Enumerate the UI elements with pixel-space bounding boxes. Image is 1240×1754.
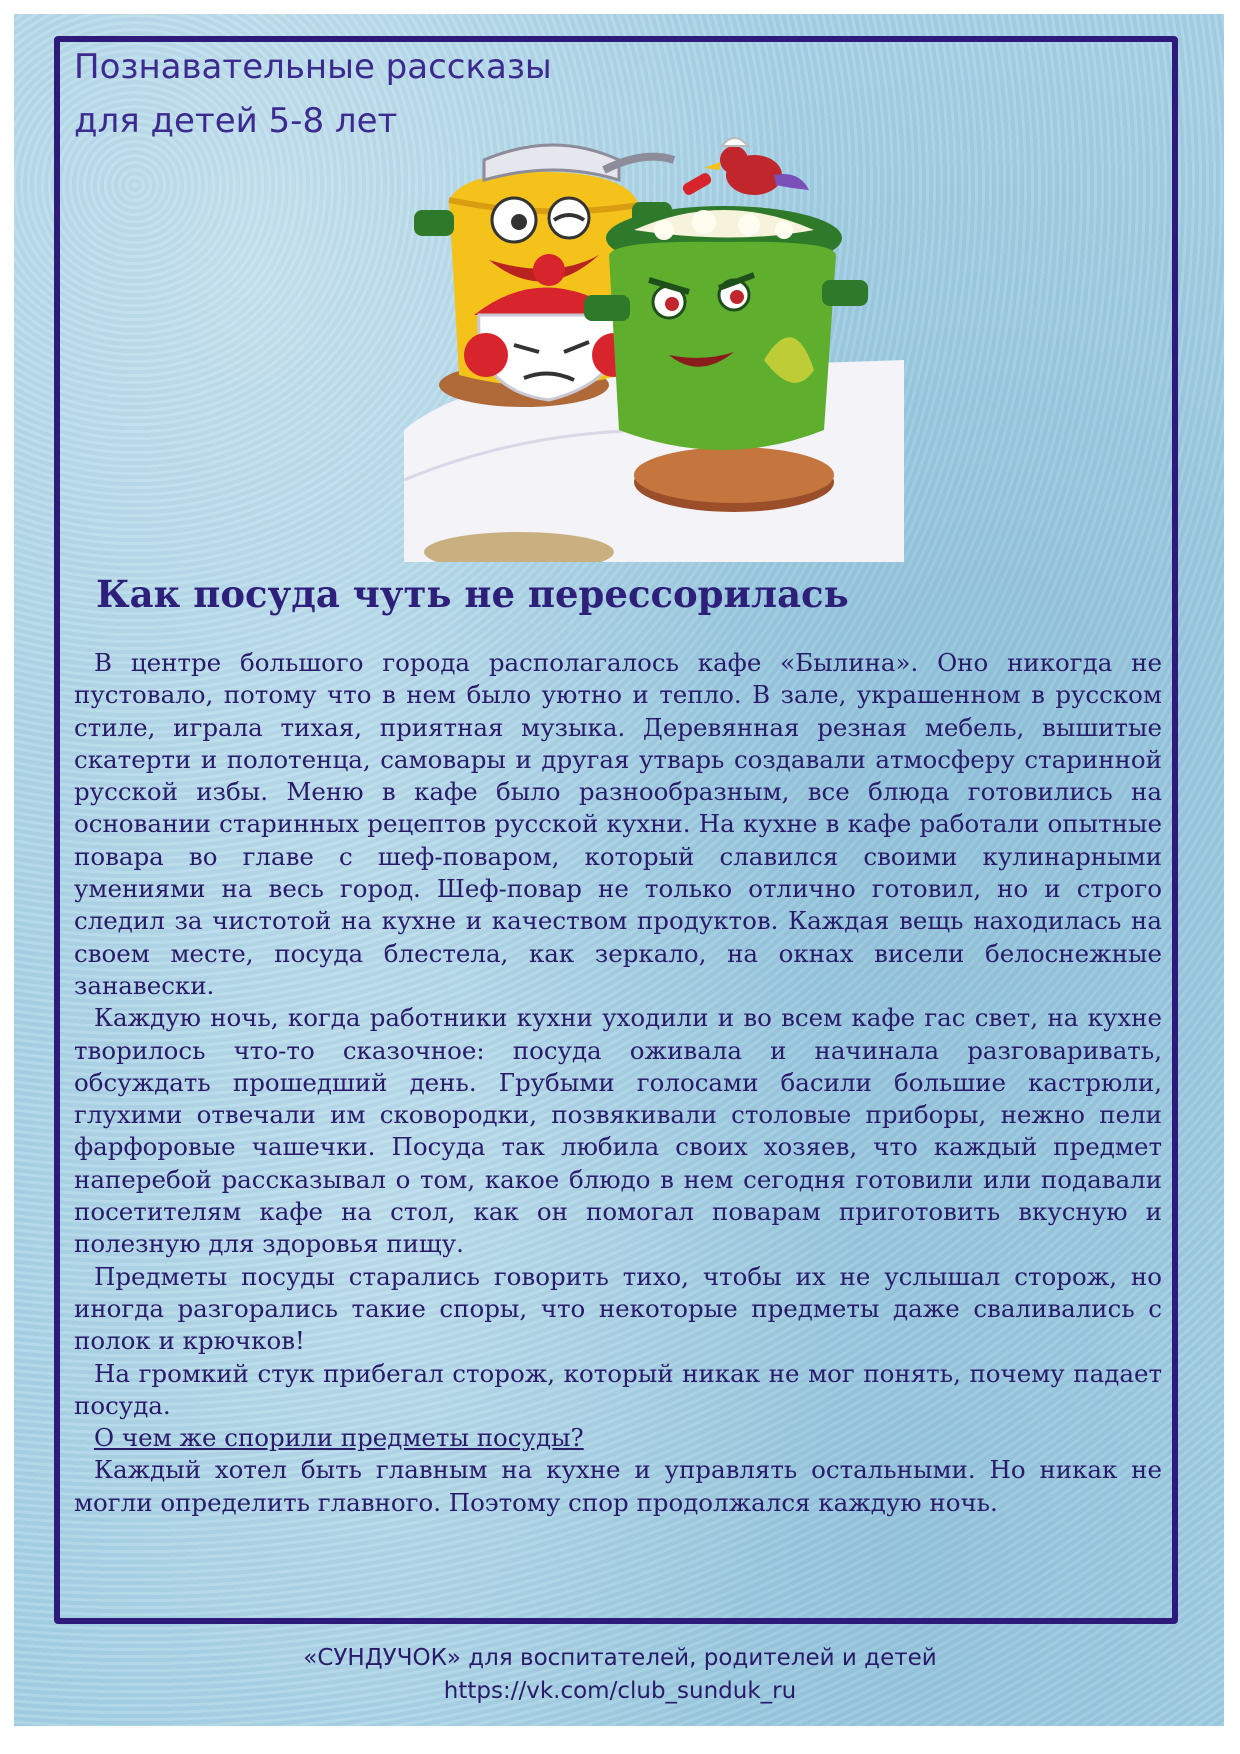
story-title: Как посуда чуть не перессорилась (96, 572, 849, 616)
story-answer: Каждый хотел быть главным на кухне и управлять остальными. Но никак не могли определить главного. Поэтому спор продолжался каждую ночь. (74, 1455, 1162, 1517)
footer-publisher: «СУНДУЧОК» для воспитателей, родителей и детей (303, 1645, 937, 1671)
cartoon-pots-icon (404, 130, 904, 562)
series-title-line1: Познавательные рассказы (74, 47, 552, 87)
series-title-line2: для детей 5-8 лет (74, 101, 398, 141)
story-paragraph-3: Предметы посуды старались говорить тихо, чтобы их не услышал сторож, но иногда разгорались такие споры, что некоторые предметы даже сваливались с полок и крючков! (74, 1261, 1162, 1356)
story-paragraph-4: На громкий стук прибегал сторож, который никак не мог понять, почему падает посуда. (74, 1358, 1162, 1420)
story-paragraph-2: Каждую ночь, когда работники кухни уходили и во всем кафе гас свет, на кухне творилось что-то сказочное: посуда оживала и начинала разговаривать, обсуждать прошедший день. Грубыми голосами басили большие кастрюли, глухими отвечали им сковородки, позвякивали столовые приборы, нежно пели фарфоровые чашечки. Посуда так любила своих хозяев, что каждый предмет наперебой рассказывал о том, какое блюдо в нем сегодня готовили или подавали посетителям кафе на стол, как он помогал поварам приготовить вкусную и полезную для здоровья пищу. (74, 1003, 1162, 1259)
footer-link[interactable]: https://vk.com/club_sunduk_ru (443, 1678, 797, 1704)
story-body (74, 647, 1162, 1519)
story-question: О чем же спорили предметы посуды? (94, 1423, 584, 1453)
story-paragraph-1: В центре большого города располагалось кафе «Былина». Оно никогда не пустовало, потому что в нем было уютно и тепло. В зале, украшенном в русском стиле, играла тихая, приятная музыка. Деревянная резная мебель, вышитые скатерти и полотенца, самовары и другая утварь создавали атмосферу старинной русской избы. Меню в кафе было разнообразным, все блюда готовились на основании старинных рецептов русской кухни. На кухне в кафе работали опытные повара во главе с шеф-поваром, который славился своими кулинарными умениями на весь город. Шеф-повар не только отлично готовил, но и строго следил за чистотой на кухне и качеством продуктов. Каждая вещь находилась на своем месте, посуда блестела, как зеркало, на окнах висели белоснежные занавески. (74, 648, 1162, 1000)
